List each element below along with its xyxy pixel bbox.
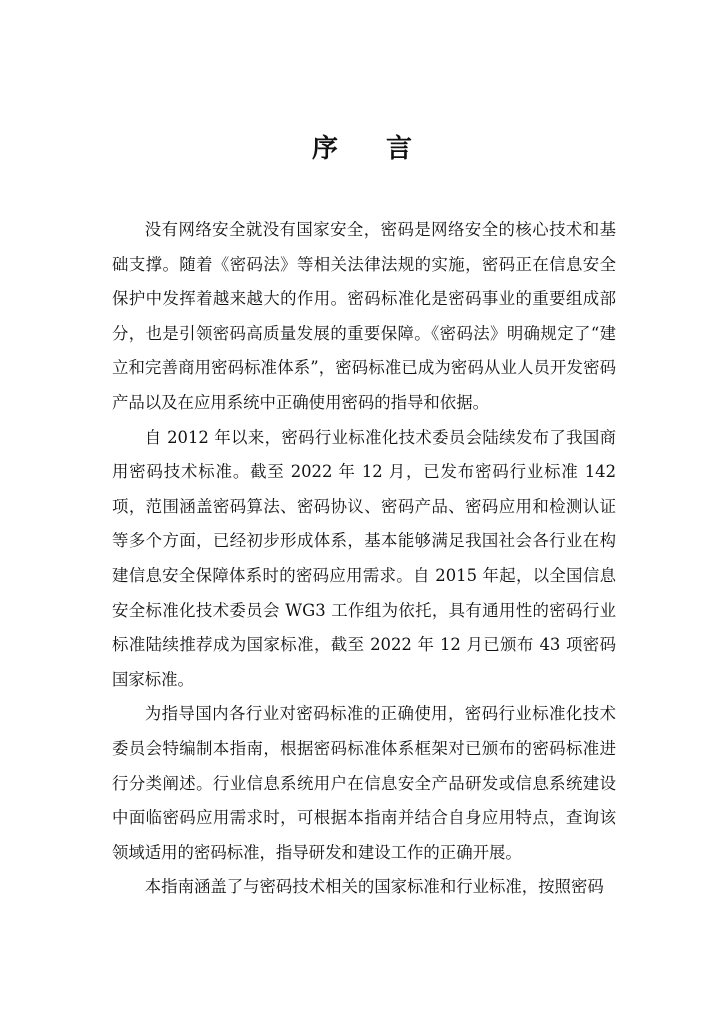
paragraph-2: 自 2012 年以来，密码行业标准化技术委员会陆续发布了我国商用密码技术标准。截至 2022 年 12 月，已发布密码行业标准 142 项，范围涵盖密码算法、密码协议、密码产品、密码应用和检测认证等多个方面，已经初步形成体系，基本能够满足我国社会各行业在构建信息安全保障体系时的密码应用需求。自 2015 年起，以全国信息安全标准化技术委员会 WG3 工作组为依托，具有通用性的密码行业标准陆续推荐成为国家标准，截至 2022 年 12 月已颁布 43 项密码国家标准。 xyxy=(112,427,616,689)
title-char-1: 序 xyxy=(311,134,338,164)
paragraph-1: 没有网络安全就没有国家安全，密码是网络安全的核心技术和基础支撑。随着《密码法》等相关法律法规的实施，密码正在信息安全保护中发挥着越来越大的作用。密码标准化是密码事业的重要组成部分，也是引领密码高质量发展的重要保障。《密码法》明确规定了“建立和完善商用密码标准体系”，密码标准已成为密码从业人员开发密码产品以及在应用系统中正确使用密码的指导和依据。 xyxy=(112,220,616,412)
title-char-2: 言 xyxy=(386,134,413,164)
body-text xyxy=(112,213,616,905)
paragraph-3: 为指导国内各行业对密码标准的正确使用，密码行业标准化技术委员会特编制本指南，根据密码标准体系框架对已颁布的密码标准进行分类阐述。行业信息系统用户在信息安全产品研发或信息系统建设中面临密码应用需求时，可根据本指南并结合自身应用特点，查询该领域适用的密码标准，指导研发和建设工作的正确开展。 xyxy=(112,704,616,862)
paragraph-4: 本指南涵盖了与密码技术相关的国家标准和行业标准，按照密码 xyxy=(144,877,604,897)
page-title xyxy=(0,128,724,165)
